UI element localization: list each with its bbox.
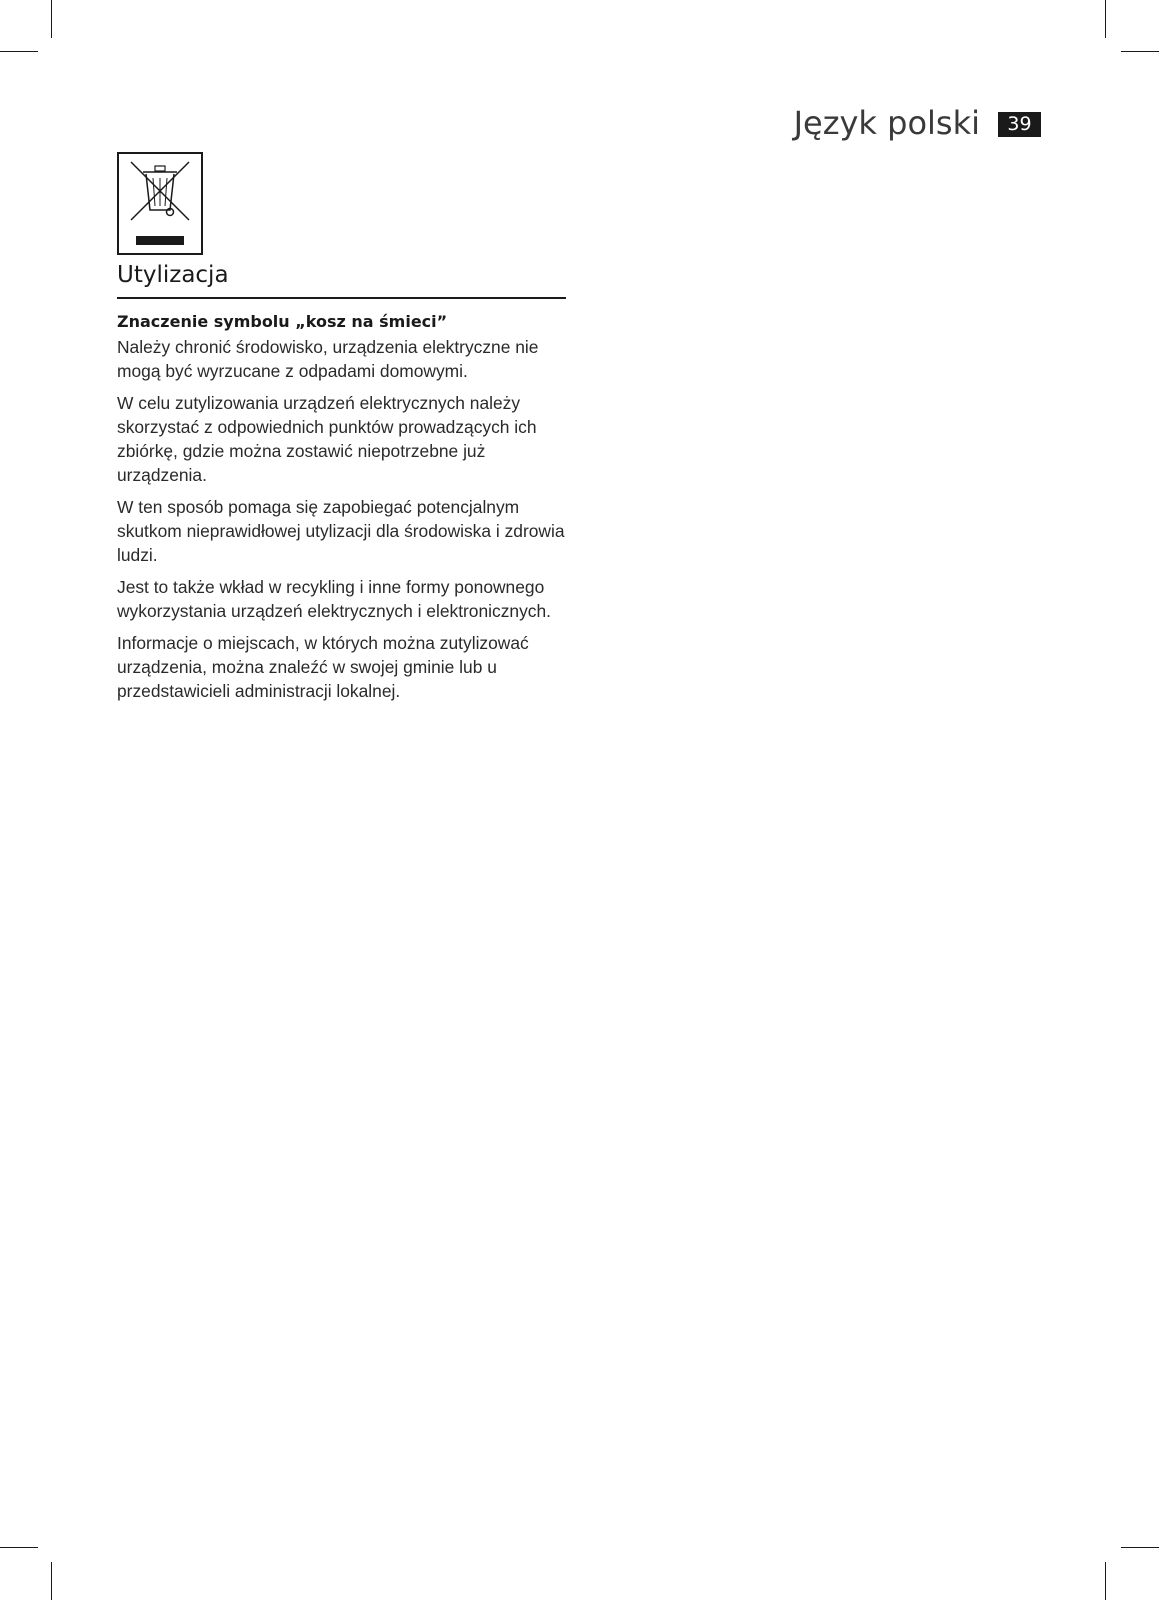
crop-mark xyxy=(0,1547,38,1548)
section-title: Utylizacja xyxy=(117,258,566,299)
weee-crossed-bin-icon xyxy=(117,152,203,255)
paragraph: Należy chronić środowisko, urządzenia elektryczne nie mogą być wyrzucane z odpadami domowymi. xyxy=(117,337,539,381)
language-title: Język polski xyxy=(793,104,980,142)
page-header xyxy=(794,103,1041,143)
crop-mark xyxy=(0,51,38,52)
crop-mark xyxy=(1121,51,1159,52)
crop-mark xyxy=(1105,1562,1106,1600)
crop-mark xyxy=(51,1562,52,1600)
paragraph: Informacje o miejscach, w których można zutylizować urządzenia, można znaleźć w swojej gminie lub u przedstawicieli administracji lokalnej. xyxy=(117,633,529,701)
page-number: 39 xyxy=(998,112,1041,137)
crop-mark xyxy=(1105,0,1106,38)
disposal-section xyxy=(117,258,566,711)
paragraph: Jest to także wkład w recykling i inne formy ponownego wykorzystania urządzeń elektrycznych i elektronicznych. xyxy=(117,577,551,621)
crop-mark xyxy=(51,0,52,38)
paragraph: W celu zutylizowania urządzeń elektrycznych należy skorzystać z odpowiednich punktów prowadzących ich zbiórkę, gdzie można zostawić niepotrzebne już urządzenia. xyxy=(117,393,537,485)
paragraph: W ten sposób pomaga się zapobiegać potencjalnym skutkom nieprawidłowej utylizacji dla środowiska i zdrowia ludzi. xyxy=(117,497,565,565)
crop-mark xyxy=(1121,1547,1159,1548)
subheading: Znaczenie symbolu „kosz na śmieci” xyxy=(117,312,448,331)
